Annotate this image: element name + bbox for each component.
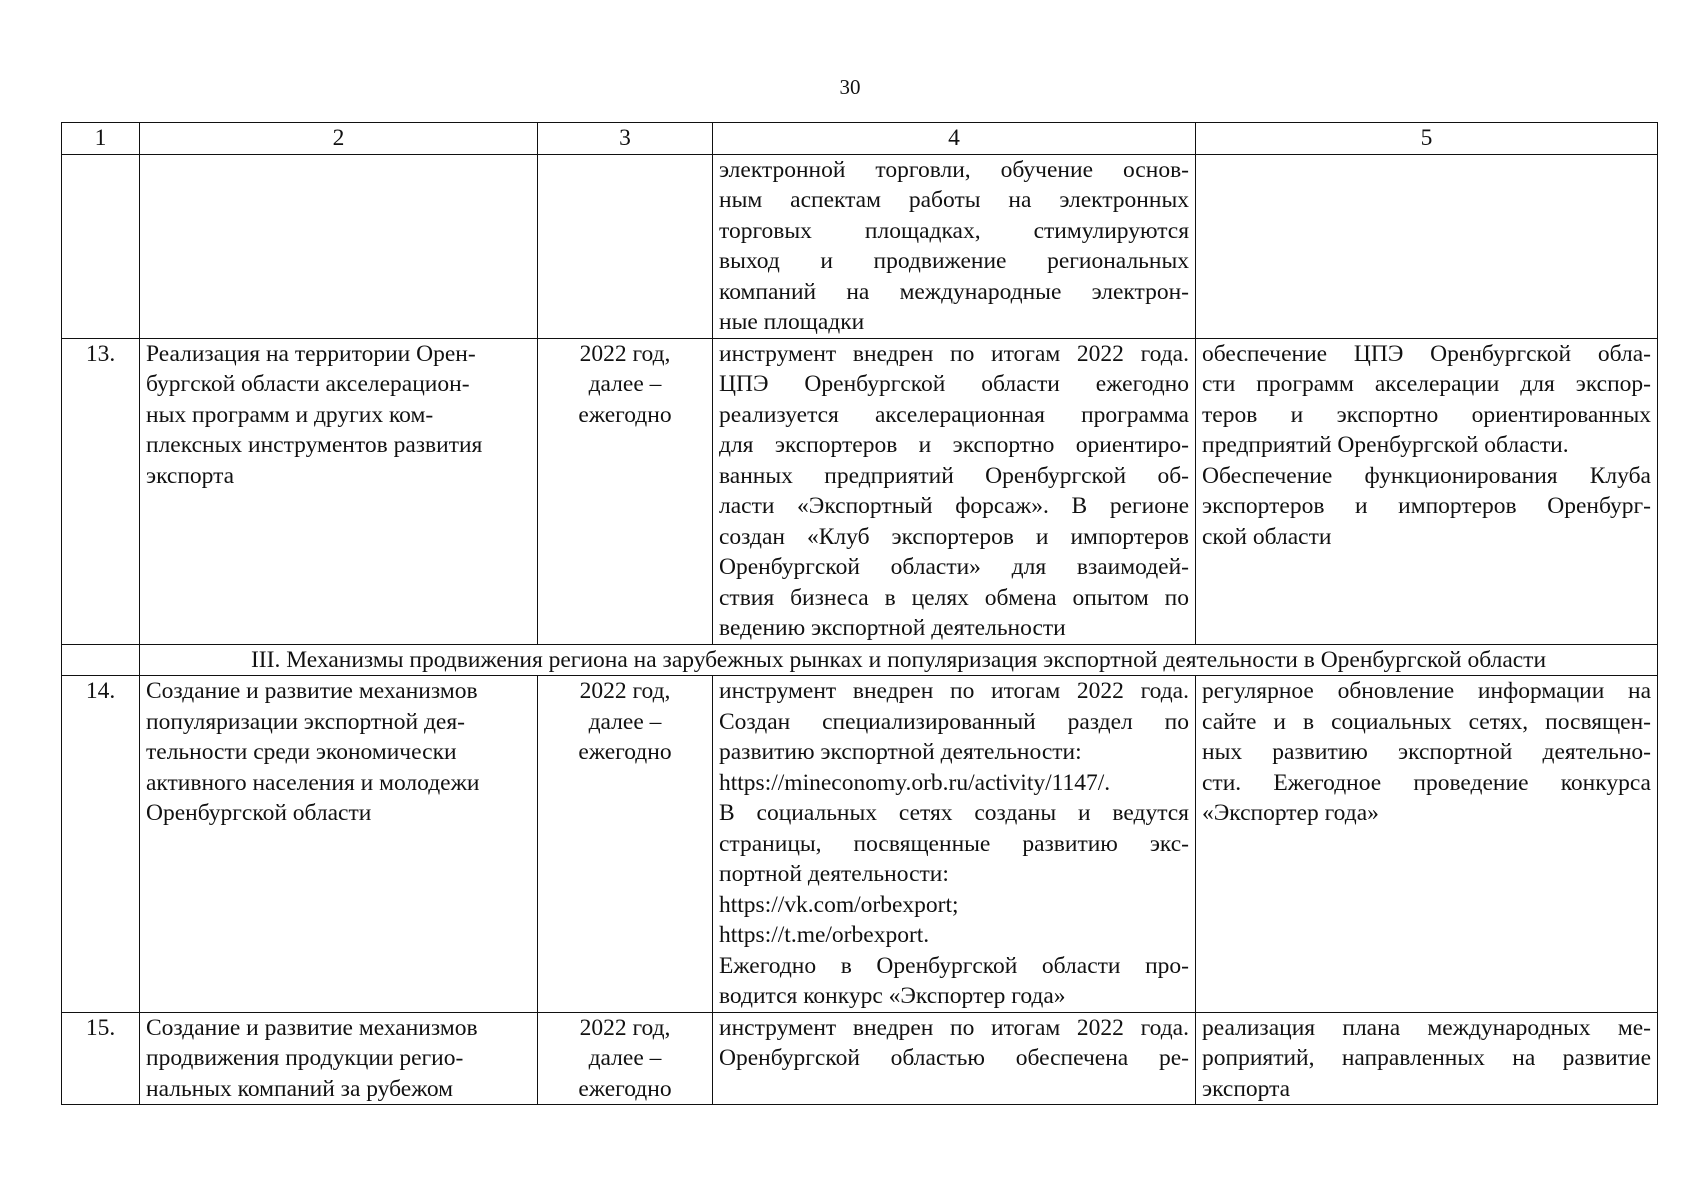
result-cell	[1196, 676, 1658, 1013]
text-line: выход и продвижение региональных	[719, 248, 1189, 274]
text-line: сти программ акселерации для экспор-	[1202, 371, 1651, 397]
text-line: ской области	[1202, 523, 1332, 550]
text-line: торговых площадках, стимулируются	[719, 217, 1189, 244]
header-cell-1: 1	[62, 123, 140, 155]
text-line: бургской области акселерацион-	[146, 371, 470, 397]
text-line: плексных инструментов развития	[146, 432, 483, 458]
text-line: регулярное обновление информации на	[1202, 678, 1651, 704]
period-cell	[538, 1012, 713, 1105]
text-line: Создание и развитие механизмов	[146, 678, 478, 704]
text-line: компаний на международные электрон-	[719, 278, 1189, 305]
text-line: инструмент внедрен по итогам 2022 года.	[719, 1014, 1189, 1041]
text-line: ведению экспортной деятельности	[719, 615, 1066, 641]
text-line: 2022 год,	[579, 678, 671, 704]
row-number-cell: 15.	[62, 1012, 140, 1105]
period-cell	[538, 676, 713, 1013]
text-line: предприятий Оренбургской области.	[1202, 432, 1569, 458]
text-line: сти. Ежегодное проведение конкурса	[1202, 769, 1651, 796]
text-line: ванных предприятий Оренбургской об-	[719, 462, 1189, 489]
text-line: Ежегодно в Оренбургской области про-	[719, 952, 1189, 979]
text-line: экспорта	[146, 462, 235, 489]
text-line: активного населения и молодежи	[146, 769, 480, 796]
text-line: нальных компаний за рубежом	[146, 1075, 454, 1102]
table-row-14	[62, 676, 1658, 1013]
text-line: Реализация на территории Орен-	[146, 340, 476, 367]
text-line: ных программ и других ком-	[146, 401, 434, 428]
text-line: реализация плана международных ме-	[1202, 1014, 1651, 1041]
table-row-continuation	[62, 154, 1658, 338]
text-line: ежегодно	[578, 401, 672, 428]
text-line: инструмент внедрен по итогам 2022 года.	[719, 340, 1189, 367]
text-line: роприятий, направленных на развитие	[1202, 1045, 1651, 1071]
text-line: теров и экспортно ориентированных	[1202, 401, 1651, 428]
text-line: Оренбургской области	[146, 800, 372, 826]
header-cell-5: 5	[1196, 123, 1658, 155]
url-text: https://mineconomy.orb.ru/activity/1147/.	[719, 769, 1111, 796]
text-line: ных развитию экспортной деятельно-	[1202, 739, 1651, 765]
text-line: ные площадки	[719, 309, 865, 335]
page-number: 30	[839, 75, 861, 99]
status-cell	[713, 154, 1196, 338]
measures-table	[61, 122, 1658, 1105]
text-line: экспорта	[1202, 1075, 1291, 1102]
text-line: 2022 год,	[579, 340, 671, 367]
measure-name-cell	[140, 338, 538, 644]
row-number-cell: 14.	[62, 676, 140, 1013]
text-line: Создание и развитие механизмов	[146, 1014, 478, 1041]
row-number-cell	[62, 154, 140, 338]
text-line: Оренбургской области» для взаимодей-	[719, 554, 1189, 580]
text-line: экспортеров и импортеров Оренбург-	[1202, 493, 1651, 519]
result-cell	[1196, 1012, 1658, 1105]
period-cell	[538, 154, 713, 338]
text-line: далее –	[588, 708, 662, 735]
text-line: водится конкурс «Экспортер года»	[719, 983, 1066, 1009]
text-line: инструмент внедрен по итогам 2022 года.	[719, 678, 1189, 704]
status-cell	[713, 1012, 1196, 1105]
table-header-row	[62, 123, 1658, 155]
row-number-cell	[62, 644, 140, 676]
text-line: Создан специализированный раздел по	[719, 708, 1189, 735]
text-line: далее –	[588, 1045, 662, 1071]
text-line: 2022 год,	[579, 1014, 671, 1041]
text-line: В социальных сетях созданы и ведутся	[719, 800, 1189, 826]
section-heading-row	[62, 644, 1658, 676]
text-line: ласти «Экспортный форсаж». В регионе	[719, 493, 1189, 519]
text-line: развитию экспортной деятельности:	[719, 739, 1082, 765]
table-row-13	[62, 338, 1658, 644]
section-title: III. Механизмы продвижения региона на зарубежных рынках и популяризация экспортной деятельности в Оренбургской области	[140, 644, 1658, 676]
measure-name-cell	[140, 154, 538, 338]
measure-name-cell	[140, 1012, 538, 1105]
text-line: тельности среди экономически	[146, 739, 457, 765]
text-line: продвижения продукции регио-	[146, 1045, 464, 1071]
header-cell-3: 3	[538, 123, 713, 155]
text-line: создан «Клуб экспортеров и импортеров	[719, 523, 1189, 550]
text-line: Обеспечение функционирования Клуба	[1202, 462, 1651, 489]
text-line: ным аспектам работы на электронных	[719, 187, 1189, 213]
status-cell	[713, 338, 1196, 644]
header-cell-4: 4	[713, 123, 1196, 155]
text-line: далее –	[588, 371, 662, 397]
text-line: для экспортеров и экспортно ориентиро-	[719, 432, 1189, 458]
text-line: электронной торговли, обучение основ-	[719, 156, 1189, 183]
table-row-15	[62, 1012, 1658, 1105]
text-line: ствия бизнеса в целях обмена опытом по	[719, 584, 1189, 611]
result-cell	[1196, 338, 1658, 644]
text-line: популяризации экспортной дея-	[146, 708, 465, 735]
text-line: «Экспортер года»	[1202, 800, 1379, 826]
text-line: сайте и в социальных сетях, посвящен-	[1202, 708, 1651, 735]
text-line: портной деятельности:	[719, 861, 949, 887]
row-number-cell: 13.	[62, 338, 140, 644]
period-cell	[538, 338, 713, 644]
status-cell	[713, 676, 1196, 1013]
text-line: обеспечение ЦПЭ Оренбургской обла-	[1202, 340, 1651, 367]
text-line: ежегодно	[578, 739, 672, 765]
text-line: ежегодно	[578, 1075, 672, 1102]
url-text: https://vk.com/orbexport;	[719, 891, 959, 918]
text-line: страницы, посвященные развитию экс-	[719, 830, 1189, 857]
text-line: ЦПЭ Оренбургской области ежегодно	[719, 371, 1189, 397]
header-cell-2: 2	[140, 123, 538, 155]
result-cell	[1196, 154, 1658, 338]
text-line: Оренбургской областью обеспечена ре-	[719, 1045, 1189, 1071]
measure-name-cell	[140, 676, 538, 1013]
text-line: реализуется акселерационная программа	[719, 401, 1189, 428]
url-text: https://t.me/orbexport.	[719, 922, 930, 948]
